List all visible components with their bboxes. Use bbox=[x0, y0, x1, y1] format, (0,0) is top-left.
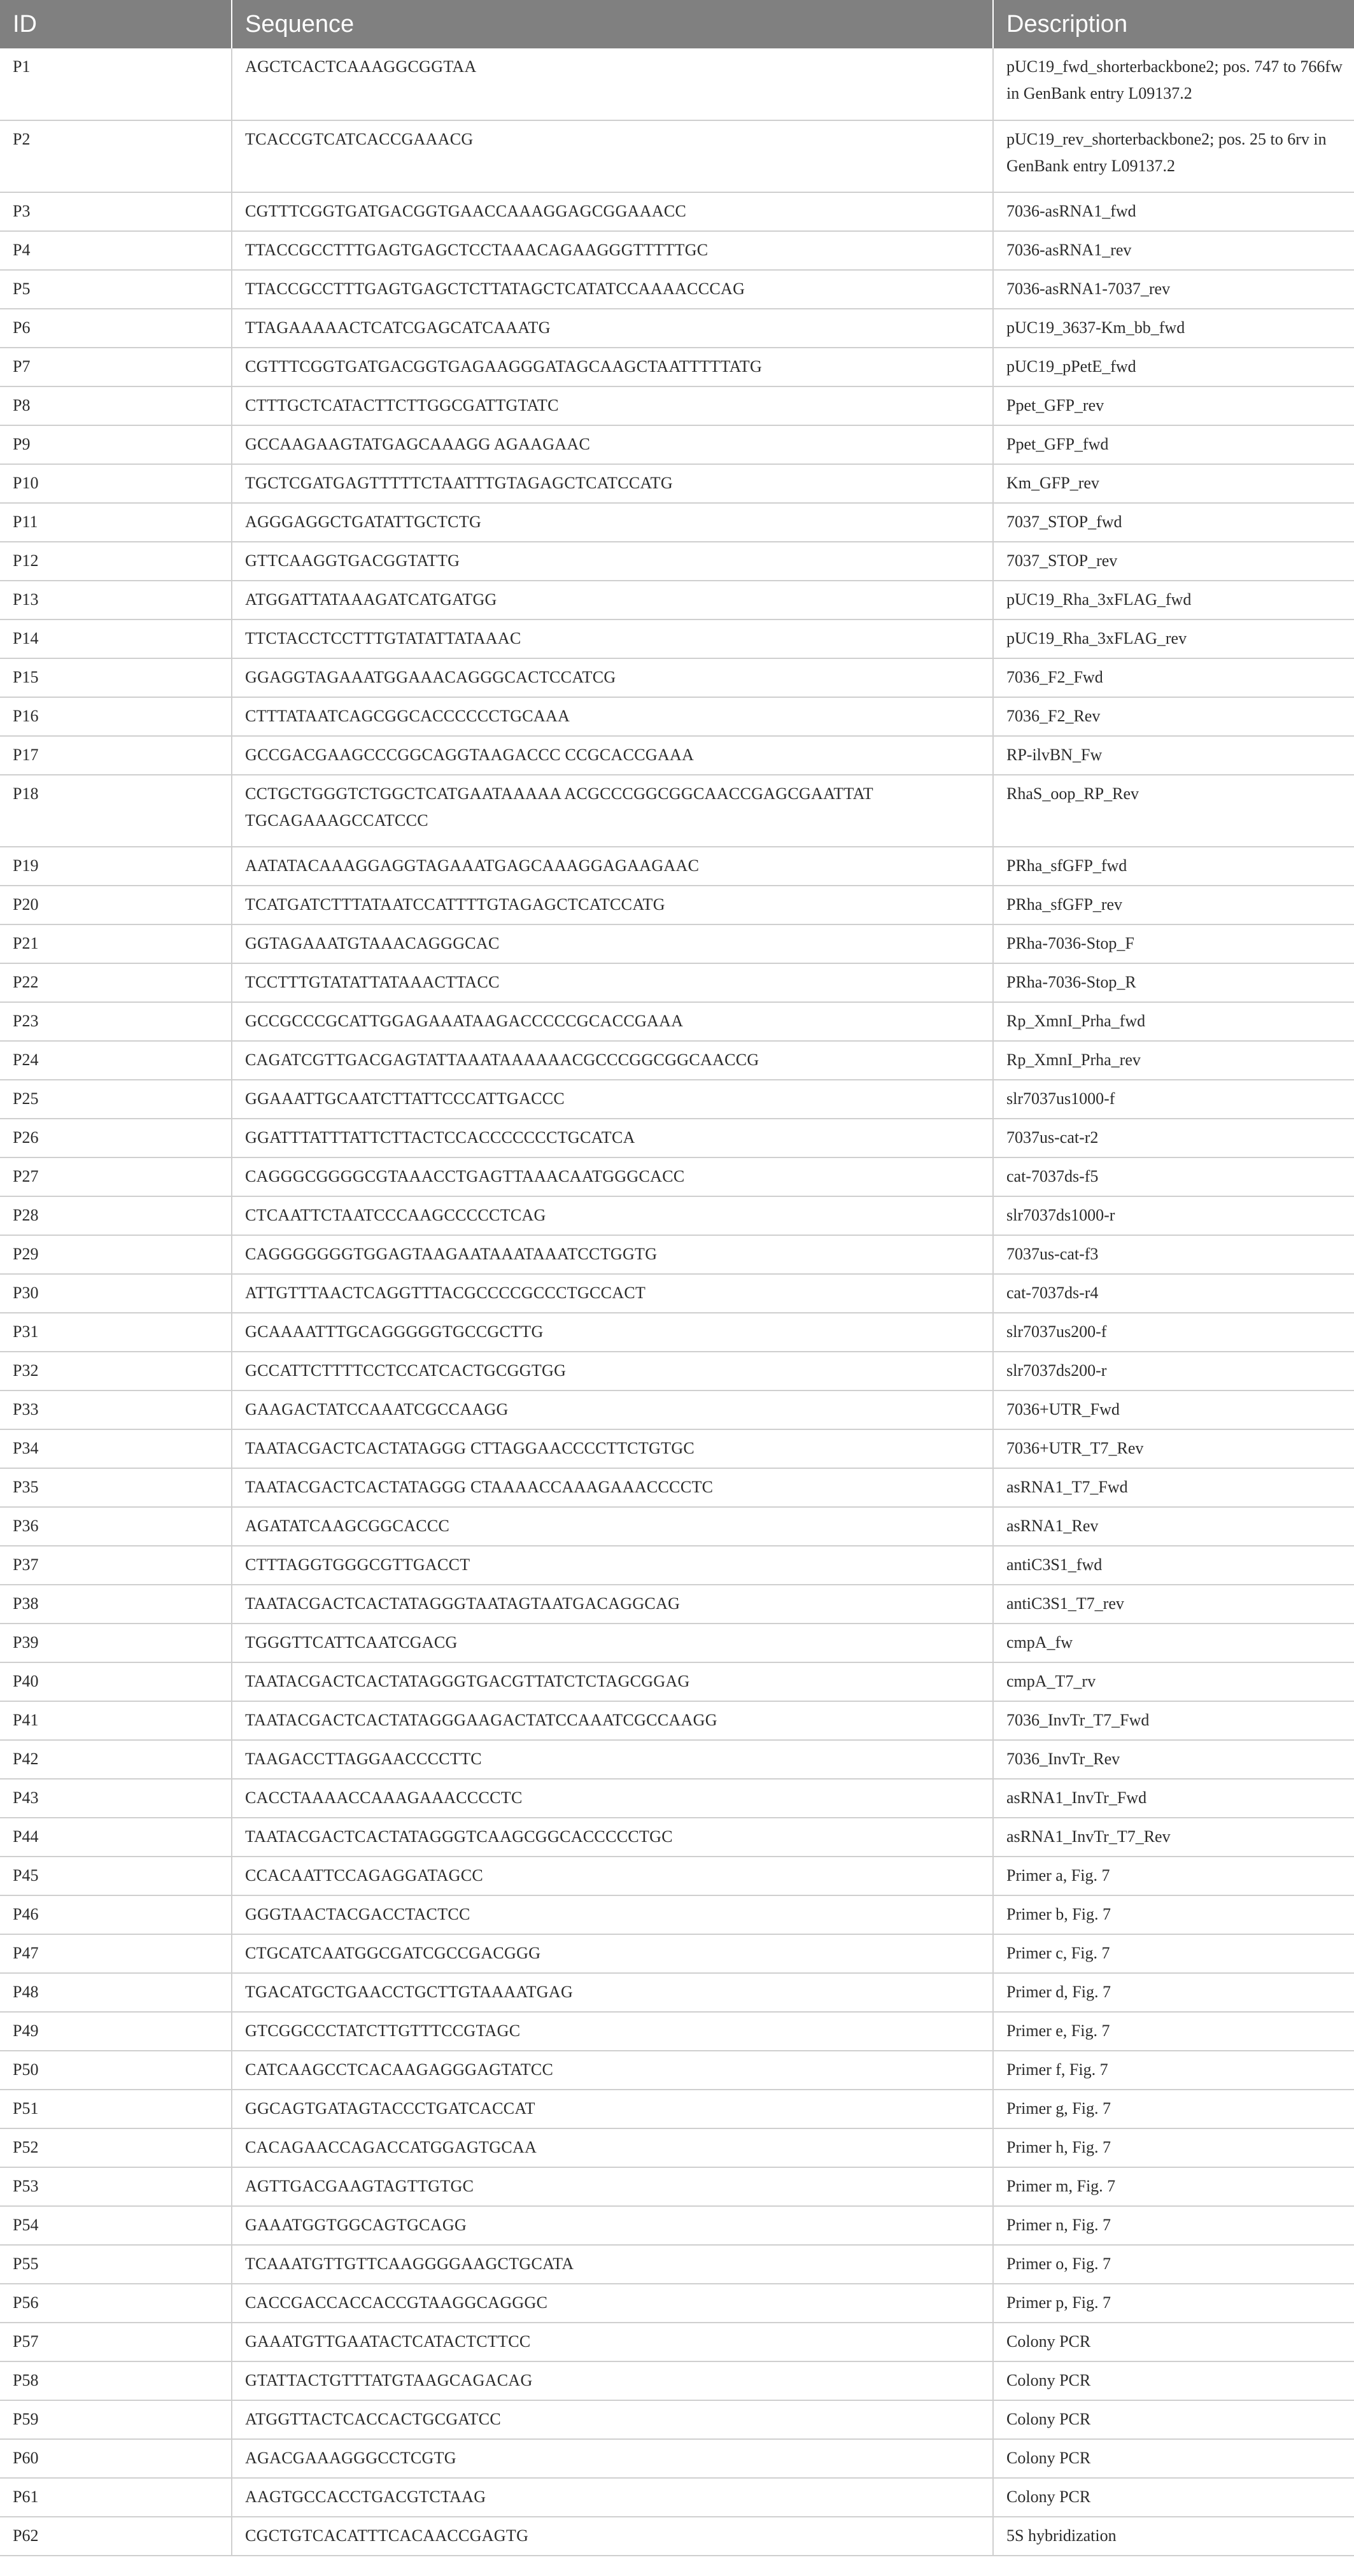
table-body bbox=[0, 48, 1354, 2556]
cell-id: P32 bbox=[0, 1352, 232, 1391]
table-row bbox=[0, 2206, 1354, 2245]
cell-id: P21 bbox=[0, 924, 232, 963]
cell-sequence: TGGGTTCATTCAATCGACG bbox=[232, 1624, 993, 1662]
table-row bbox=[0, 1429, 1354, 1468]
cell-sequence: ATGGTTACTCACCACTGCGATCC bbox=[232, 2400, 993, 2439]
cell-description: pUC19_rev_shorterbackbone2; pos. 25 to 6rv in GenBank entry L09137.2 bbox=[993, 120, 1354, 192]
table-row bbox=[0, 1080, 1354, 1119]
cell-sequence: CACAGAACCAGACCATGGAGTGCAA bbox=[232, 2128, 993, 2167]
cell-sequence: AGGGAGGCTGATATTGCTCTG bbox=[232, 503, 993, 542]
cell-id: P3 bbox=[0, 192, 232, 231]
cell-sequence: TAATACGACTCACTATAGGGTCAAGCGGCACCCCCTGC bbox=[232, 1818, 993, 1857]
cell-description: 7037us-cat-r2 bbox=[993, 1119, 1354, 1157]
cell-id: P23 bbox=[0, 1002, 232, 1041]
cell-id: P5 bbox=[0, 270, 232, 309]
cell-description: PRha-7036-Stop_R bbox=[993, 963, 1354, 1002]
cell-id: P8 bbox=[0, 386, 232, 425]
cell-description: PRha_sfGFP_fwd bbox=[993, 847, 1354, 886]
cell-sequence: GGTAGAAATGTAAACAGGGCAC bbox=[232, 924, 993, 963]
table-row bbox=[0, 48, 1354, 120]
table-row bbox=[0, 2167, 1354, 2206]
cell-sequence: CTCAATTCTAATCCCAAGCCCCCTCAG bbox=[232, 1196, 993, 1235]
table-row bbox=[0, 2323, 1354, 2361]
table-row bbox=[0, 736, 1354, 775]
cell-description: PRha_sfGFP_rev bbox=[993, 886, 1354, 924]
cell-description: Primer c, Fig. 7 bbox=[993, 1934, 1354, 1973]
table-row bbox=[0, 775, 1354, 847]
table-row bbox=[0, 1624, 1354, 1662]
cell-description: 7036_F2_Fwd bbox=[993, 658, 1354, 697]
table-row bbox=[0, 1119, 1354, 1157]
cell-sequence: TAATACGACTCACTATAGGGAAGACTATCCAAATCGCCAAGG bbox=[232, 1701, 993, 1740]
cell-id: P42 bbox=[0, 1740, 232, 1779]
cell-description: Colony PCR bbox=[993, 2478, 1354, 2517]
cell-sequence: ATGGATTATAAAGATCATGATGG bbox=[232, 581, 993, 619]
table-row bbox=[0, 120, 1354, 192]
cell-description: Km_GFP_rev bbox=[993, 464, 1354, 503]
cell-sequence: CTTTGCTCATACTTCTTGGCGATTGTATC bbox=[232, 386, 993, 425]
table-row bbox=[0, 2284, 1354, 2323]
cell-description: PRha-7036-Stop_F bbox=[993, 924, 1354, 963]
cell-description: RhaS_oop_RP_Rev bbox=[993, 775, 1354, 847]
table-row bbox=[0, 924, 1354, 963]
cell-id: P59 bbox=[0, 2400, 232, 2439]
cell-sequence: CTTTAGGTGGGCGTTGACCT bbox=[232, 1546, 993, 1585]
cell-description: Primer n, Fig. 7 bbox=[993, 2206, 1354, 2245]
cell-sequence: TCAAATGTTGTTCAAGGGGAAGCTGCATA bbox=[232, 2245, 993, 2284]
cell-sequence: TCATGATCTTTATAATCCATTTTGTAGAGCTCATCCATG bbox=[232, 886, 993, 924]
cell-id: P18 bbox=[0, 775, 232, 847]
cell-id: P29 bbox=[0, 1235, 232, 1274]
table-row bbox=[0, 2051, 1354, 2090]
cell-description: Rp_XmnI_Prha_fwd bbox=[993, 1002, 1354, 1041]
cell-id: P13 bbox=[0, 581, 232, 619]
cell-description: Colony PCR bbox=[993, 2439, 1354, 2478]
cell-sequence: GCCGACGAAGCCCGGCAGGTAAGACCC CCGCACCGAAA bbox=[232, 736, 993, 775]
table-row bbox=[0, 1662, 1354, 1701]
table-row bbox=[0, 963, 1354, 1002]
cell-id: P19 bbox=[0, 847, 232, 886]
cell-sequence: CAGATCGTTGACGAGTATTAAATAAAAAACGCCCGGCGGCAACCG bbox=[232, 1041, 993, 1080]
cell-id: P61 bbox=[0, 2478, 232, 2517]
table-row bbox=[0, 1740, 1354, 1779]
cell-sequence: CGCTGTCACATTTCACAACCGAGTG bbox=[232, 2517, 993, 2556]
cell-sequence: CAGGGCGGGGCGTAAACCTGAGTTAAACAATGGGCACC bbox=[232, 1157, 993, 1196]
cell-id: P25 bbox=[0, 1080, 232, 1119]
table-row bbox=[0, 581, 1354, 619]
table-row bbox=[0, 2090, 1354, 2128]
cell-id: P48 bbox=[0, 1973, 232, 2012]
cell-description: Primer g, Fig. 7 bbox=[993, 2090, 1354, 2128]
cell-description: Primer p, Fig. 7 bbox=[993, 2284, 1354, 2323]
cell-sequence: AATATACAAAGGAGGTAGAAATGAGCAAAGGAGAAGAAC bbox=[232, 847, 993, 886]
cell-description: Ppet_GFP_fwd bbox=[993, 425, 1354, 464]
cell-id: P49 bbox=[0, 2012, 232, 2051]
cell-id: P57 bbox=[0, 2323, 232, 2361]
table-row bbox=[0, 1352, 1354, 1391]
cell-description: Primer f, Fig. 7 bbox=[993, 2051, 1354, 2090]
table-row bbox=[0, 619, 1354, 658]
cell-description: pUC19_pPetE_fwd bbox=[993, 348, 1354, 386]
cell-sequence: GTATTACTGTTTATGTAAGCAGACAG bbox=[232, 2361, 993, 2400]
cell-id: P2 bbox=[0, 120, 232, 192]
table-row bbox=[0, 231, 1354, 270]
cell-sequence: GGGTAACTACGACCTACTCC bbox=[232, 1895, 993, 1934]
cell-sequence: TTAGAAAAACTCATCGAGCATCAAATG bbox=[232, 309, 993, 348]
cell-description: pUC19_fwd_shorterbackbone2; pos. 747 to 766fw in GenBank entry L09137.2 bbox=[993, 48, 1354, 120]
cell-description: pUC19_Rha_3xFLAG_rev bbox=[993, 619, 1354, 658]
cell-description: 7036-asRNA1_rev bbox=[993, 231, 1354, 270]
cell-sequence: CTGCATCAATGGCGATCGCCGACGGG bbox=[232, 1934, 993, 1973]
cell-description: 5S hybridization bbox=[993, 2517, 1354, 2556]
cell-sequence: CCACAATTCCAGAGGATAGCC bbox=[232, 1857, 993, 1895]
cell-sequence: GAAATGTTGAATACTCATACTCTTCC bbox=[232, 2323, 993, 2361]
cell-description: Primer m, Fig. 7 bbox=[993, 2167, 1354, 2206]
cell-id: P43 bbox=[0, 1779, 232, 1818]
table-row bbox=[0, 847, 1354, 886]
cell-id: P54 bbox=[0, 2206, 232, 2245]
cell-id: P6 bbox=[0, 309, 232, 348]
table-row bbox=[0, 1585, 1354, 1624]
cell-sequence: AGCTCACTCAAAGGCGGTAA bbox=[232, 48, 993, 120]
cell-sequence: AAGTGCCACCTGACGTCTAAG bbox=[232, 2478, 993, 2517]
cell-description: antiC3S1_fwd bbox=[993, 1546, 1354, 1585]
cell-sequence: AGACGAAAGGGCCTCGTG bbox=[232, 2439, 993, 2478]
cell-sequence: TTACCGCCTTTGAGTGAGCTCTTATAGCTCATATCCAAAACCCAG bbox=[232, 270, 993, 309]
cell-sequence: GGCAGTGATAGTACCCTGATCACCAT bbox=[232, 2090, 993, 2128]
cell-sequence: GAAATGGTGGCAGTGCAGG bbox=[232, 2206, 993, 2245]
cell-id: P60 bbox=[0, 2439, 232, 2478]
table-row bbox=[0, 192, 1354, 231]
cell-description: 7036_F2_Rev bbox=[993, 697, 1354, 736]
cell-description: 7036_InvTr_T7_Fwd bbox=[993, 1701, 1354, 1740]
table-row bbox=[0, 697, 1354, 736]
cell-description: 7036-asRNA1-7037_rev bbox=[993, 270, 1354, 309]
table-row bbox=[0, 1235, 1354, 1274]
cell-sequence: GGATTTATTTATTCTTACTCCACCCCCCCTGCATCA bbox=[232, 1119, 993, 1157]
cell-description: 7036-asRNA1_fwd bbox=[993, 192, 1354, 231]
cell-sequence: GGAAATTGCAATCTTATTCCCATTGACCC bbox=[232, 1080, 993, 1119]
cell-id: P30 bbox=[0, 1274, 232, 1313]
cell-id: P44 bbox=[0, 1818, 232, 1857]
cell-description: slr7037ds1000-r bbox=[993, 1196, 1354, 1235]
cell-sequence: TCACCGTCATCACCGAAACG bbox=[232, 120, 993, 192]
table-row bbox=[0, 386, 1354, 425]
cell-description: cmpA_fw bbox=[993, 1624, 1354, 1662]
cell-id: P20 bbox=[0, 886, 232, 924]
table-row bbox=[0, 2478, 1354, 2517]
table-row bbox=[0, 348, 1354, 386]
cell-description: asRNA1_Rev bbox=[993, 1507, 1354, 1546]
table-row bbox=[0, 886, 1354, 924]
cell-sequence: CACCTAAAACCAAAGAAACCCCTC bbox=[232, 1779, 993, 1818]
cell-sequence: CAGGGGGGGTGGAGTAAGAATAAATAAATCCTGGTG bbox=[232, 1235, 993, 1274]
cell-description: Primer d, Fig. 7 bbox=[993, 1973, 1354, 2012]
cell-id: P51 bbox=[0, 2090, 232, 2128]
table-header bbox=[0, 0, 1354, 48]
table-row bbox=[0, 2245, 1354, 2284]
table-row bbox=[0, 1274, 1354, 1313]
cell-sequence: ATTGTTTAACTCAGGTTTACGCCCCGCCCTGCCACT bbox=[232, 1274, 993, 1313]
table-row bbox=[0, 1391, 1354, 1429]
cell-id: P24 bbox=[0, 1041, 232, 1080]
cell-description: asRNA1_InvTr_T7_Rev bbox=[993, 1818, 1354, 1857]
header-id: ID bbox=[0, 0, 232, 48]
table-row bbox=[0, 1157, 1354, 1196]
table-row bbox=[0, 2400, 1354, 2439]
cell-sequence: TGACATGCTGAACCTGCTTGTAAAATGAG bbox=[232, 1973, 993, 2012]
cell-id: P1 bbox=[0, 48, 232, 120]
cell-id: P15 bbox=[0, 658, 232, 697]
cell-id: P7 bbox=[0, 348, 232, 386]
table-row bbox=[0, 503, 1354, 542]
cell-id: P4 bbox=[0, 231, 232, 270]
cell-sequence: GAAGACTATCCAAATCGCCAAGG bbox=[232, 1391, 993, 1429]
cell-description: 7036+UTR_Fwd bbox=[993, 1391, 1354, 1429]
cell-description: pUC19_Rha_3xFLAG_fwd bbox=[993, 581, 1354, 619]
cell-id: P27 bbox=[0, 1157, 232, 1196]
table-row bbox=[0, 1895, 1354, 1934]
table-row bbox=[0, 309, 1354, 348]
cell-description: Colony PCR bbox=[993, 2361, 1354, 2400]
cell-description: 7037_STOP_fwd bbox=[993, 503, 1354, 542]
cell-sequence: TAATACGACTCACTATAGGG CTTAGGAACCCCTTCTGTGC bbox=[232, 1429, 993, 1468]
cell-sequence: CGTTTCGGTGATGACGGTGAACCAAAGGAGCGGAAACC bbox=[232, 192, 993, 231]
cell-id: P34 bbox=[0, 1429, 232, 1468]
cell-sequence: GCCAAGAAGTATGAGCAAAGG AGAAGAAC bbox=[232, 425, 993, 464]
table-row bbox=[0, 1973, 1354, 2012]
cell-id: P22 bbox=[0, 963, 232, 1002]
cell-id: P36 bbox=[0, 1507, 232, 1546]
cell-sequence: TTACCGCCTTTGAGTGAGCTCCTAAACAGAAGGGTTTTTGC bbox=[232, 231, 993, 270]
table-row bbox=[0, 658, 1354, 697]
cell-sequence: GCCGCCCGCATTGGAGAAATAAGACCCCCGCACCGAAA bbox=[232, 1002, 993, 1041]
cell-id: P17 bbox=[0, 736, 232, 775]
cell-id: P39 bbox=[0, 1624, 232, 1662]
cell-id: P28 bbox=[0, 1196, 232, 1235]
cell-id: P53 bbox=[0, 2167, 232, 2206]
cell-description: asRNA1_InvTr_Fwd bbox=[993, 1779, 1354, 1818]
cell-description: Primer b, Fig. 7 bbox=[993, 1895, 1354, 1934]
table-row bbox=[0, 1934, 1354, 1973]
cell-sequence: TAATACGACTCACTATAGGGTAATAGTAATGACAGGCAG bbox=[232, 1585, 993, 1624]
cell-id: P33 bbox=[0, 1391, 232, 1429]
cell-id: P47 bbox=[0, 1934, 232, 1973]
cell-sequence: CGTTTCGGTGATGACGGTGAGAAGGGATAGCAAGCTAATTTTTATG bbox=[232, 348, 993, 386]
cell-description: Primer e, Fig. 7 bbox=[993, 2012, 1354, 2051]
cell-id: P40 bbox=[0, 1662, 232, 1701]
cell-description: Colony PCR bbox=[993, 2400, 1354, 2439]
table-row bbox=[0, 270, 1354, 309]
cell-description: Primer a, Fig. 7 bbox=[993, 1857, 1354, 1895]
cell-id: P16 bbox=[0, 697, 232, 736]
cell-description: Primer h, Fig. 7 bbox=[993, 2128, 1354, 2167]
cell-id: P41 bbox=[0, 1701, 232, 1740]
cell-sequence: GTCGGCCCTATCTTGTTTCCGTAGC bbox=[232, 2012, 993, 2051]
cell-sequence: TAATACGACTCACTATAGGGTGACGTTATCTCTAGCGGAG bbox=[232, 1662, 993, 1701]
cell-description: cat-7037ds-r4 bbox=[993, 1274, 1354, 1313]
cell-id: P46 bbox=[0, 1895, 232, 1934]
cell-id: P9 bbox=[0, 425, 232, 464]
table-row bbox=[0, 1002, 1354, 1041]
cell-id: P35 bbox=[0, 1468, 232, 1507]
table-row bbox=[0, 1041, 1354, 1080]
table-row bbox=[0, 1701, 1354, 1740]
table-row bbox=[0, 1507, 1354, 1546]
table-row bbox=[0, 425, 1354, 464]
cell-id: P10 bbox=[0, 464, 232, 503]
cell-description: 7037us-cat-f3 bbox=[993, 1235, 1354, 1274]
header-description: Description bbox=[993, 0, 1354, 48]
cell-sequence: TAAGACCTTAGGAACCCCTTC bbox=[232, 1740, 993, 1779]
cell-sequence: TGCTCGATGAGTTTTTCTAATTTGTAGAGCTCATCCATG bbox=[232, 464, 993, 503]
table-row bbox=[0, 2439, 1354, 2478]
cell-sequence: CATCAAGCCTCACAAGAGGGAGTATCC bbox=[232, 2051, 993, 2090]
cell-id: P45 bbox=[0, 1857, 232, 1895]
cell-description: RP-ilvBN_Fw bbox=[993, 736, 1354, 775]
cell-sequence: CCTGCTGGGTCTGGCTCATGAATAAAAA ACGCCCGGCGGCAACCGAGCGAATTAT TGCAGAAAGCCATCCC bbox=[232, 775, 993, 847]
cell-description: asRNA1_T7_Fwd bbox=[993, 1468, 1354, 1507]
cell-sequence: GCCATTCTTTTCCTCCATCACTGCGGTGG bbox=[232, 1352, 993, 1391]
cell-id: P50 bbox=[0, 2051, 232, 2090]
cell-sequence: AGATATCAAGCGGCACCC bbox=[232, 1507, 993, 1546]
cell-sequence: GCAAAATTTGCAGGGGGTGCCGCTTG bbox=[232, 1313, 993, 1352]
cell-description: Primer o, Fig. 7 bbox=[993, 2245, 1354, 2284]
cell-description: slr7037ds200-r bbox=[993, 1352, 1354, 1391]
cell-id: P55 bbox=[0, 2245, 232, 2284]
cell-description: cat-7037ds-f5 bbox=[993, 1157, 1354, 1196]
cell-description: slr7037us200-f bbox=[993, 1313, 1354, 1352]
cell-id: P14 bbox=[0, 619, 232, 658]
cell-id: P62 bbox=[0, 2517, 232, 2556]
cell-sequence: CTTTATAATCAGCGGCACCCCCCTGCAAA bbox=[232, 697, 993, 736]
table-row bbox=[0, 2361, 1354, 2400]
table-row bbox=[0, 1468, 1354, 1507]
cell-id: P12 bbox=[0, 542, 232, 581]
cell-sequence: TAATACGACTCACTATAGGG CTAAAACCAAAGAAACCCCTC bbox=[232, 1468, 993, 1507]
table-row bbox=[0, 2517, 1354, 2556]
cell-description: Colony PCR bbox=[993, 2323, 1354, 2361]
cell-description: 7036_InvTr_Rev bbox=[993, 1740, 1354, 1779]
cell-id: P31 bbox=[0, 1313, 232, 1352]
cell-sequence: TTCTACCTCCTTTGTATATTATAAAC bbox=[232, 619, 993, 658]
cell-description: pUC19_3637-Km_bb_fwd bbox=[993, 309, 1354, 348]
cell-description: slr7037us1000-f bbox=[993, 1080, 1354, 1119]
cell-id: P11 bbox=[0, 503, 232, 542]
cell-id: P26 bbox=[0, 1119, 232, 1157]
table-row bbox=[0, 1779, 1354, 1818]
table-row bbox=[0, 1857, 1354, 1895]
cell-id: P38 bbox=[0, 1585, 232, 1624]
table-row bbox=[0, 1546, 1354, 1585]
header-row bbox=[0, 0, 1354, 48]
header-sequence: Sequence bbox=[232, 0, 993, 48]
cell-description: 7037_STOP_rev bbox=[993, 542, 1354, 581]
table-row bbox=[0, 2128, 1354, 2167]
cell-sequence: TCCTTTGTATATTATAAACTTACC bbox=[232, 963, 993, 1002]
cell-description: cmpA_T7_rv bbox=[993, 1662, 1354, 1701]
cell-id: P56 bbox=[0, 2284, 232, 2323]
table-row bbox=[0, 1196, 1354, 1235]
table-row bbox=[0, 1818, 1354, 1857]
cell-sequence: GGAGGTAGAAATGGAAACAGGGCACTCCATCG bbox=[232, 658, 993, 697]
cell-description: Ppet_GFP_rev bbox=[993, 386, 1354, 425]
cell-description: antiC3S1_T7_rev bbox=[993, 1585, 1354, 1624]
table-row bbox=[0, 464, 1354, 503]
cell-id: P52 bbox=[0, 2128, 232, 2167]
cell-description: Rp_XmnI_Prha_rev bbox=[993, 1041, 1354, 1080]
cell-description: 7036+UTR_T7_Rev bbox=[993, 1429, 1354, 1468]
cell-id: P37 bbox=[0, 1546, 232, 1585]
cell-id: P58 bbox=[0, 2361, 232, 2400]
cell-sequence: CACCGACCACCACCGTAAGGCAGGGC bbox=[232, 2284, 993, 2323]
cell-sequence: GTTCAAGGTGACGGTATTG bbox=[232, 542, 993, 581]
cell-sequence: AGTTGACGAAGTAGTTGTGC bbox=[232, 2167, 993, 2206]
table-row bbox=[0, 2012, 1354, 2051]
table-row bbox=[0, 1313, 1354, 1352]
table-row bbox=[0, 542, 1354, 581]
